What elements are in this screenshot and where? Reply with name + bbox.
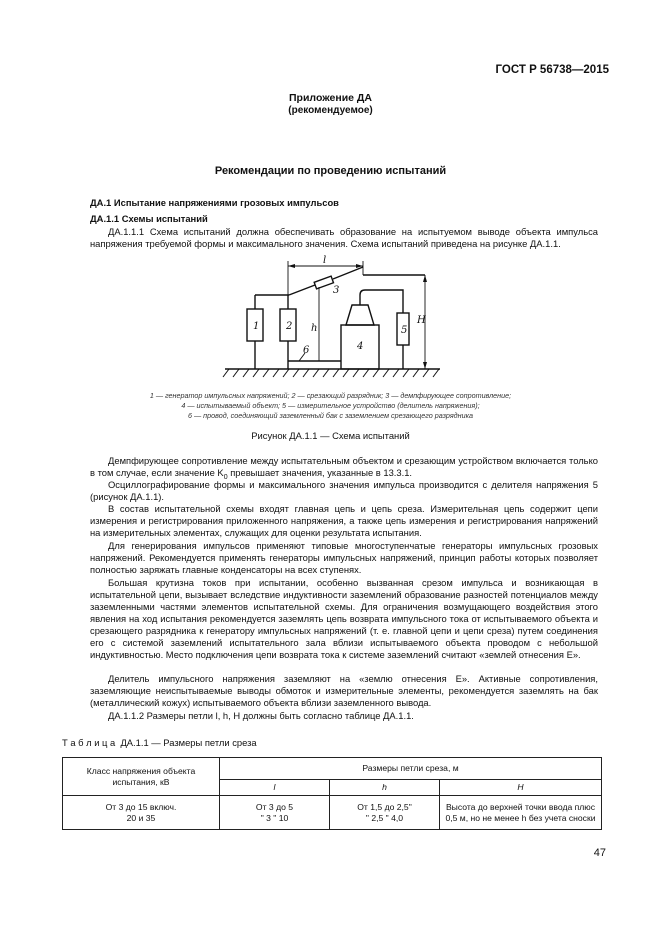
header-H: H [440,780,602,796]
paragraph-7: Делитель импульсного напряжения заземляют на «землю отнесения Е». Активные сопротивления, заземляющие неиспытываемые выводы обмоток и измерительные элементы, рекомендуется заземлять на бак (металлический кожух) испытываемого объекта вблизи заземленного вывода. [90,673,598,708]
cell-h [330,796,440,830]
figure-legend-3: 6 — провод, соединяющий заземленный бак с заземлением срезающего разрядника [188,411,473,420]
cell-h-2: " 2,5 " 4,0 [365,812,404,823]
cell-klass-2: 20 и 35 [126,812,156,823]
damping-resistor [314,276,333,289]
label-3: 3 [333,285,340,296]
loop-dimensions-table [62,757,602,830]
document-id: ГОСТ Р 56738—2015 [495,64,609,76]
paragraph-6: Большая крутизна токов при испытании, особенно вызванная срезом импульса и возникающая в испытательной цепи, вызывает вследствие индуктивности заземлений образование разностей потенциалов между заземленными частями элементов испытательной схемы. Для ограничения возмущающего воздействия этого явления на ход испытания рекомендуется заземлять цепь возврата импульсного тока от испытываемого объекта и срезающего разрядника к генератору импульсных напряжений (т. е. главной цепи и цепи среза) путем соединения его с системой заземлений испытательного зала вблизи испытываемого объекта проводом с небольшой индуктивностью. Место подключения цепи возврата тока к системе заземлений считают «землей отнесения Е». [90,577,598,660]
ground-hatch [223,369,439,377]
table-caption-title: ДА.1.1 — Размеры петли среза [120,737,257,748]
cell-h-1: От 1,5 до 2,5" [357,802,412,812]
section-heading: ДА.1 Испытание напряжениями грозовых импульсов [90,197,339,208]
paragraph-5: Для генерирования импульсов применяют типовые многоступенчатые генераторы импульсных грозовых напряжений. Рекомендуется применять генераторы импульсных напряжений, принцип работы которых позволяет полностью заряжать главные конденсаторы на всех ступенях. [90,540,598,575]
label-6: 6 [303,345,310,356]
paragraph-3: Осциллографирование формы и максимального значения импульса производится с делителя напряжения 5 (рисунок ДА.1.1). [90,479,598,502]
paragraph-2b: превышает значения, указанные в 13.3.1. [227,467,413,478]
test-circuit-diagram [215,253,445,383]
header-h: h [330,780,440,796]
header-l: l [220,780,330,796]
table-caption-prefix: Т а б л и ц а [62,737,116,748]
subsection-heading: ДА.1.1 Схемы испытаний [90,213,208,224]
cell-H: Высота до верхней точки ввода плюс 0,5 м, но не менее h без учета сноски [440,796,602,830]
paragraph-8: ДА.1.1.2 Размеры петли l, h, H должны быть согласно таблице ДА.1.1. [108,710,414,721]
cell-l-2: " 3 " 10 [260,812,289,823]
header-loop-dimensions: Размеры петли среза, м [220,758,602,780]
figure-legend-1: 1 — генератор импульсных напряжений; 2 — срезающий разрядник; 3 — демпфирующее сопротивление; [149,391,512,400]
cell-l [220,796,330,830]
k0-subscript: 0 [223,473,228,481]
table-row [63,796,602,830]
figure-caption: Рисунок ДА.1.1 — Схема испытаний [251,430,410,441]
test-object-bushing [346,305,374,325]
label-2: 2 [286,321,293,332]
cell-voltage-class [63,796,220,830]
figure-legend-2: 4 — испытываемый объект; 5 — измерительное устройство (делитель напряжения); [181,401,480,410]
appendix-title: Приложение ДА [289,92,372,104]
paragraph-2a: Демпфирующее сопротивление между испытательным объектом и срезающим устройством включается только в том случае, если значение K [90,455,598,478]
paragraph-1: ДА.1.1.1 Схема испытаний должна обеспечивать образование на испытуемом выводе объекта импульса напряжения требуемой формы и максимального значения. Схема испытаний приведена на рисунке ДА.1.1. [90,226,598,249]
label-l: l [323,255,327,266]
table-caption [62,737,257,748]
page-number: 47 [593,847,606,859]
main-title: Рекомендации по проведению испытаний [214,165,447,177]
label-h: h [311,323,318,334]
cell-klass-1: От 3 до 15 включ. [105,802,177,812]
label-4: 4 [357,341,364,352]
cell-l-1: От 3 до 5 [255,802,294,812]
label-5: 5 [401,325,408,336]
label-H: H [417,315,426,326]
paragraph-4: В состав испытательной схемы входят главная цепь и цепь среза. Измерительная цепь содержит цепи измерения и регистрирования приложенного напряжения, а также цепь измерения и регистрирования напряжений на измерительных элементах, служащих для оценки результата испытания. [90,503,598,538]
header-voltage-class: Класс напряжения объекта испытания, кВ [63,758,220,796]
appendix-subtitle: (рекомендуемое) [288,105,373,116]
label-1: 1 [253,321,260,332]
